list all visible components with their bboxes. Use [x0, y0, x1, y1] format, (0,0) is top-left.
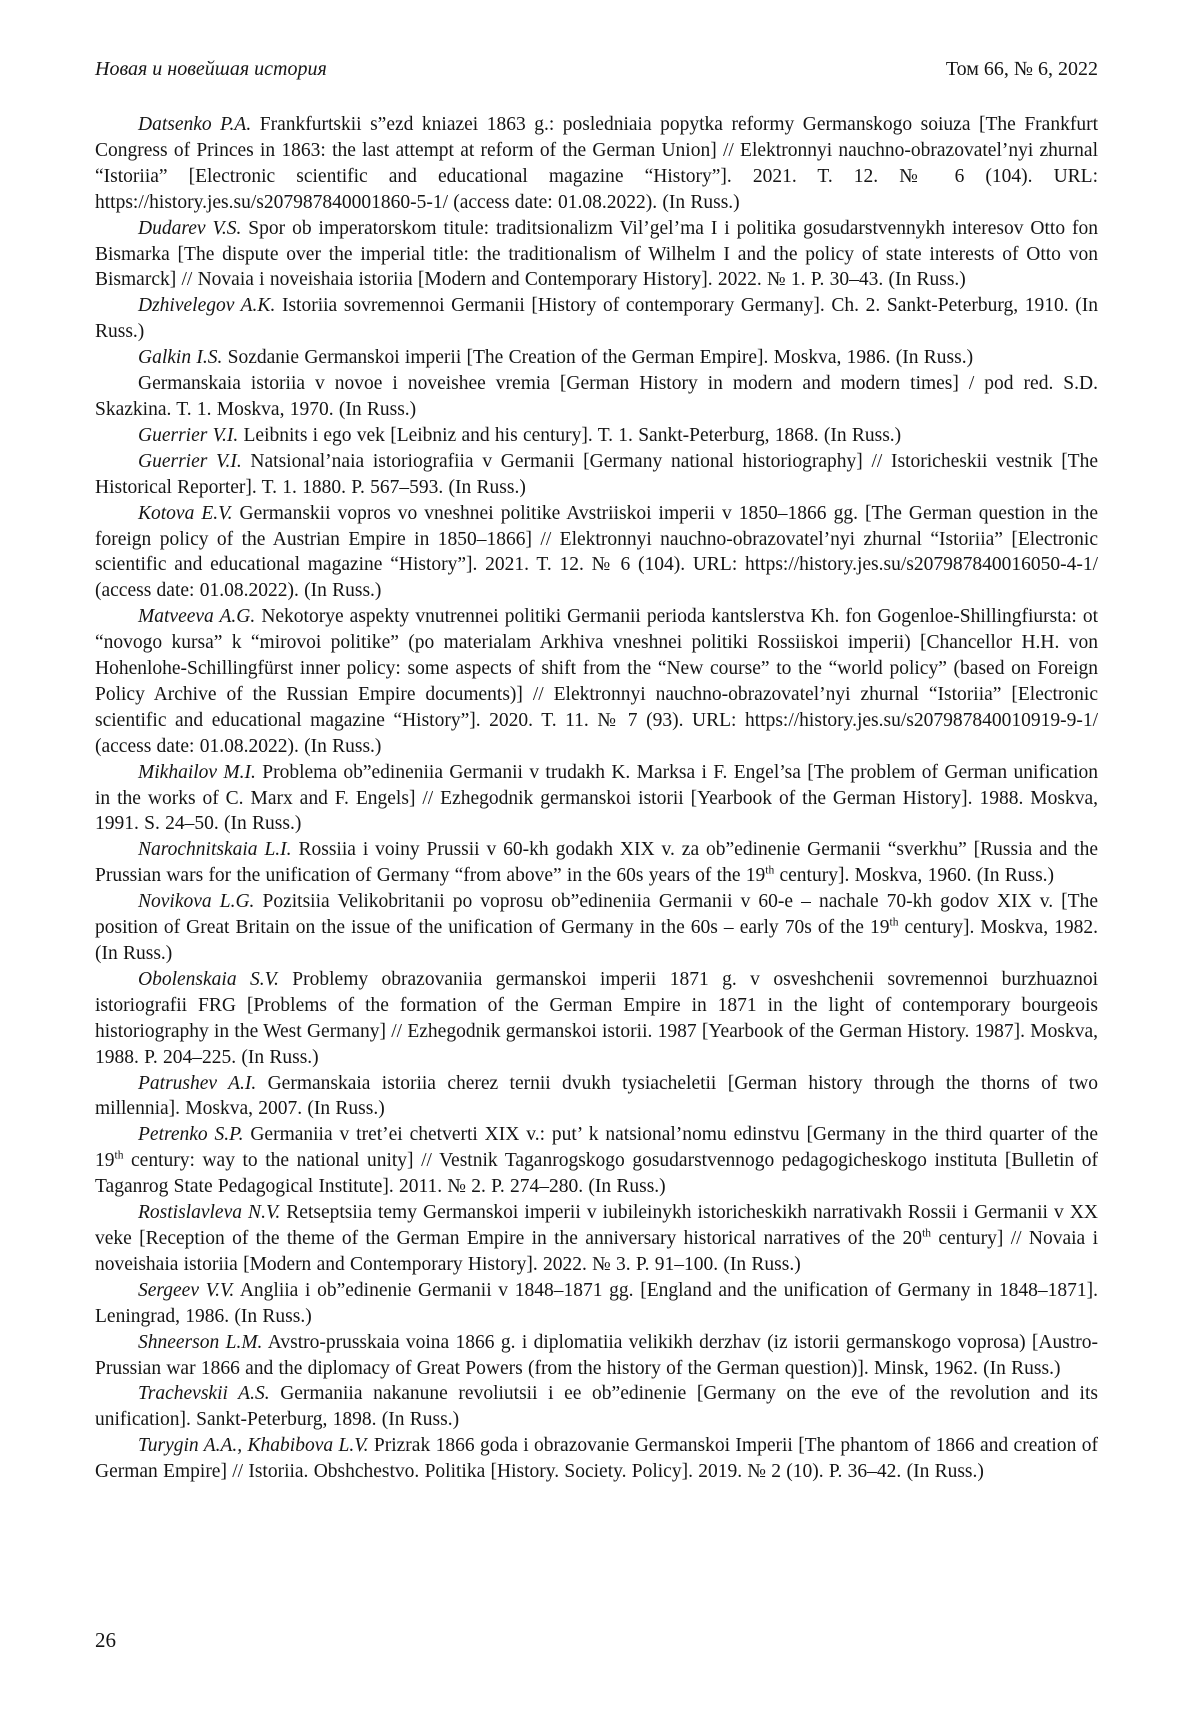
reference-entry: [95, 449, 1098, 501]
ordinal-superscript: th: [765, 864, 775, 877]
reference-entry: [95, 1071, 1098, 1123]
reference-text: Natsional’naia istoriografiia v Germanii [Germany national historiography] // Istoricheskii vestnik [The Historical Reporter]. T. 1. 1880. P. 567–593. (In Russ.): [95, 450, 1099, 498]
reference-author: Shneerson L.M.: [138, 1331, 263, 1353]
reference-entry: [95, 889, 1098, 967]
reference-text: Germanskii vopros vo vneshnei politike Avstriiskoi imperii v 1850–1866 gg. [The German question in the foreign policy of the Austrian Empire in 1850–1866] // Elektronnyi nauchno-obrazovatel’nyi zhurnal “Istoriia” [Electronic scientific and educational magazine “History”]. 2021. T. 12. № 6 (104). URL: https://history.jes.su/s207987840016050-4-1/ (access date: 01.08.2022). (In Russ.): [95, 502, 1098, 602]
reference-entry: [95, 112, 1098, 216]
reference-entry: [95, 604, 1098, 759]
reference-author: Sergeev V.V.: [138, 1279, 235, 1301]
reference-text: Spor ob imperatorskom titule: traditsionalizm Vil’gel’ma I i politika gosudarstvennykh interesov Otto fon Bismarka [The dispute over the imperial title: the traditionalism of Wilhelm I and the policy of state interests of Otto von Bismarck] // Novaia i noveishaia istoriia [Modern and Contemporary History]. 2022. № 1. P. 30–43. (In Russ.): [95, 217, 1099, 291]
reference-entry: [95, 216, 1098, 294]
reference-text: Sozdanie Germanskoi imperii [The Creation of the German Empire]. Moskva, 1986. (In Russ.): [222, 347, 974, 369]
reference-author: Kotova E.V.: [138, 502, 233, 524]
reference-author: Galkin I.S.: [138, 347, 223, 369]
reference-entry: [95, 760, 1098, 838]
reference-author: Guerrier V.I.: [138, 424, 239, 446]
ordinal-superscript: th: [114, 1149, 124, 1162]
reference-entry: [95, 1122, 1098, 1200]
reference-text: century: way to the national unity] // Vestnik Taganrogskogo gosudarstvennogo pedagogicheskogo instituta [Bulletin of Taganrog State Pedagogical Institute]. 2011. № 2. P. 274–280. (In Russ.): [95, 1150, 1098, 1198]
reference-author: Obolenskaia S.V.: [138, 968, 279, 990]
journal-title: Новая и новейшая история: [95, 58, 327, 80]
reference-entry: [95, 1278, 1098, 1330]
reference-author: Mikhailov M.I.: [138, 761, 256, 783]
reference-author: Dzhivelegov A.K.: [138, 295, 276, 317]
reference-entry: [95, 1330, 1098, 1382]
reference-entry: [95, 1200, 1098, 1278]
reference-text: Germaniia v tret’ei chetverti XIX v.: put’ k natsional’nomu edinstvu [Germany in the third quarter of the 19: [95, 1124, 1098, 1172]
reference-author: Petrenko S.P.: [138, 1124, 244, 1146]
reference-text: Problema ob”edineniia Germanii v trudakh K. Marksa i F. Engel’sa [The problem of German unification in the works of C. Marx and F. Engels] // Ezhegodnik germanskoi istorii [Yearbook of the German History]. 1988. Moskva, 1991. S. 24–50. (In Russ.): [95, 761, 1099, 835]
reference-author: Rostislavleva N.V.: [138, 1202, 281, 1224]
reference-text: century]. Moskva, 1982. (In Russ.): [95, 917, 1099, 964]
reference-text: Prizrak 1866 goda i obrazovanie Germanskoi Imperii [The phantom of 1866 and creation of German Empire] // Istoriia. Obshchestvo. Politika [History. Society. Policy]. 2019. № 2 (10). P. 36–42. (In Russ.): [95, 1435, 1098, 1483]
reference-text: century] // Novaia i noveishaia istoriia [Modern and Contemporary History]. 2022. № 3. P. 91–100. (In Russ.): [95, 1227, 1098, 1275]
reference-author: Narochnitskaia L.I.: [138, 839, 292, 861]
reference-text: century]. Moskva, 1960. (In Russ.): [774, 865, 1055, 887]
reference-entry: [95, 837, 1098, 889]
running-head: [95, 57, 1098, 82]
reference-text: Retseptsiia temy Germanskoi imperii v iubileinykh istoricheskikh narrativakh Rossii i Germanii v XX veke [Reception of the theme of the German Empire in the anniversary historical narratives of the 20: [95, 1202, 1098, 1249]
reference-entry: [95, 293, 1098, 345]
reference-author: Novikova L.G.: [138, 891, 255, 913]
issue-info: Том 66, № 6, 2022: [945, 58, 1098, 80]
reference-text: Germaniia nakanune revoliutsii i ee ob”edinenie [Germany on the eve of the revolution and its unification]. Sankt-Peterburg, 1898. (In Russ.): [95, 1383, 1098, 1431]
reference-entry: [95, 501, 1098, 605]
reference-text: Pozitsiia Velikobritanii po voprosu ob”edineniia Germanii v 60-e – nachale 70-kh godov XIX v. [The position of Great Britain on the issue of the unification of Germany in the 60s – early 70s of the 19: [95, 891, 1098, 939]
reference-entry: [95, 345, 1098, 371]
reference-text: Nekotorye aspekty vnutrennei politiki Germanii perioda kantslerstva Kh. fon Gogenloe-Shillingfiursta: ot “novogo kursa” k “mirovoi politike” (po materialam Arkhiva vneshnei politiki Rossiiskoi imperii) [Chancellor H.H. von Hohenlohe-Schillingfürst inner policy: some aspects of shift from the “New course” to the “world policy” (based on Foreign Policy Archive of the Russian Empire documents)] // Elektronnyi nauchno-obrazovatel’nyi zhurnal “Istoriia” [Electronic scientific and educational magazine “History”]. 2020. T. 11. № 7 (93). URL: https://history.jes.su/s207987840010919-9-1/ (access date: 01.08.2022). (In Russ.): [95, 606, 1098, 757]
reference-author: Turygin A.A., Khabibova L.V.: [138, 1435, 369, 1457]
reference-author: Datsenko P.A.: [138, 114, 252, 135]
reference-entry: [95, 423, 1098, 449]
reference-text: Germanskaia istoriia v novoe i noveishee vremia [German History in modern and modern times] / pod red. S.D. Skazkina. T. 1. Moskva, 1970. (In Russ.): [95, 373, 1098, 420]
page-number: 26: [95, 1628, 116, 1652]
reference-author: Guerrier V.I.: [138, 450, 242, 472]
reference-entry: [95, 371, 1098, 423]
reference-entry: [95, 1381, 1098, 1433]
reference-text: Avstro-prusskaia voina 1866 g. i diplomatiia velikikh derzhav (iz istorii germanskogo voprosa) [Austro-Prussian war 1866 and the diplomacy of Great Powers (from the history of the German question)]. Minsk, 1962. (In Russ.): [95, 1331, 1098, 1379]
reference-text: Problemy obrazovaniia germanskoi imperii 1871 g. v osveshchenii sovremennoi burzhuaznoi istoriografii FRG [Problems of the formation of the German Empire in 1871 in the light of contemporary bourgeois historiography in the West Germany] // Ezhegodnik germanskoi istorii. 1987 [Yearbook of the German History. 1987]. Moskva, 1988. P. 204–225. (In Russ.): [95, 968, 1098, 1068]
ordinal-superscript: th: [922, 1227, 932, 1240]
reference-author: Trachevskii A.S.: [138, 1383, 270, 1405]
reference-author: Matveeva A.G.: [138, 606, 256, 628]
reference-text: Germanskaia istoriia cherez ternii dvukh tysiacheletii [German history through the thorns of two millennia]. Moskva, 2007. (In Russ.): [95, 1072, 1098, 1120]
reference-entry: [95, 1433, 1098, 1485]
reference-text: Frankfurtskii s”ezd kniazei 1863 g.: posledniaia popytka reformy Germanskogo soiuza [The Frankfurt Congress of Princes in 1863: the last attempt at reform of the German Union] // Elektronnyi nauchno-obrazovatel’nyi zhurnal “Istoriia” [Electronic scientific and educational magazine “History”]. 2021. T. 12. № 6 (104). URL: https://history.jes.su/s207987840001860-5-1/ (access date: 01.08.2022). (In Russ.): [95, 114, 1098, 213]
reference-entry: [95, 967, 1098, 1071]
ordinal-superscript: th: [889, 916, 899, 929]
reference-text: Angliia i ob”edinenie Germanii v 1848–1871 gg. [England and the unification of Germany in 1848–1871]. Leningrad, 1986. (In Russ.): [95, 1279, 1098, 1327]
references-list: [95, 112, 1098, 1485]
reference-text: Istoriia sovremennoi Germanii [History of contemporary Germany]. Ch. 2. Sankt-Peterburg, 1910. (In Russ.): [95, 295, 1098, 343]
reference-author: Dudarev V.S.: [138, 217, 242, 239]
reference-text: Leibnits i ego vek [Leibniz and his century]. T. 1. Sankt-Peterburg, 1868. (In Russ.): [238, 424, 902, 446]
reference-author: Patrushev A.I.: [138, 1072, 257, 1094]
reference-text: Rossiia i voiny Prussii v 60-kh godakh XIX v. za ob”edinenie Germanii “sverkhu” [Russia and the Prussian wars for the unification of Germany “from above” in the 60s years of the 19: [95, 839, 1098, 887]
